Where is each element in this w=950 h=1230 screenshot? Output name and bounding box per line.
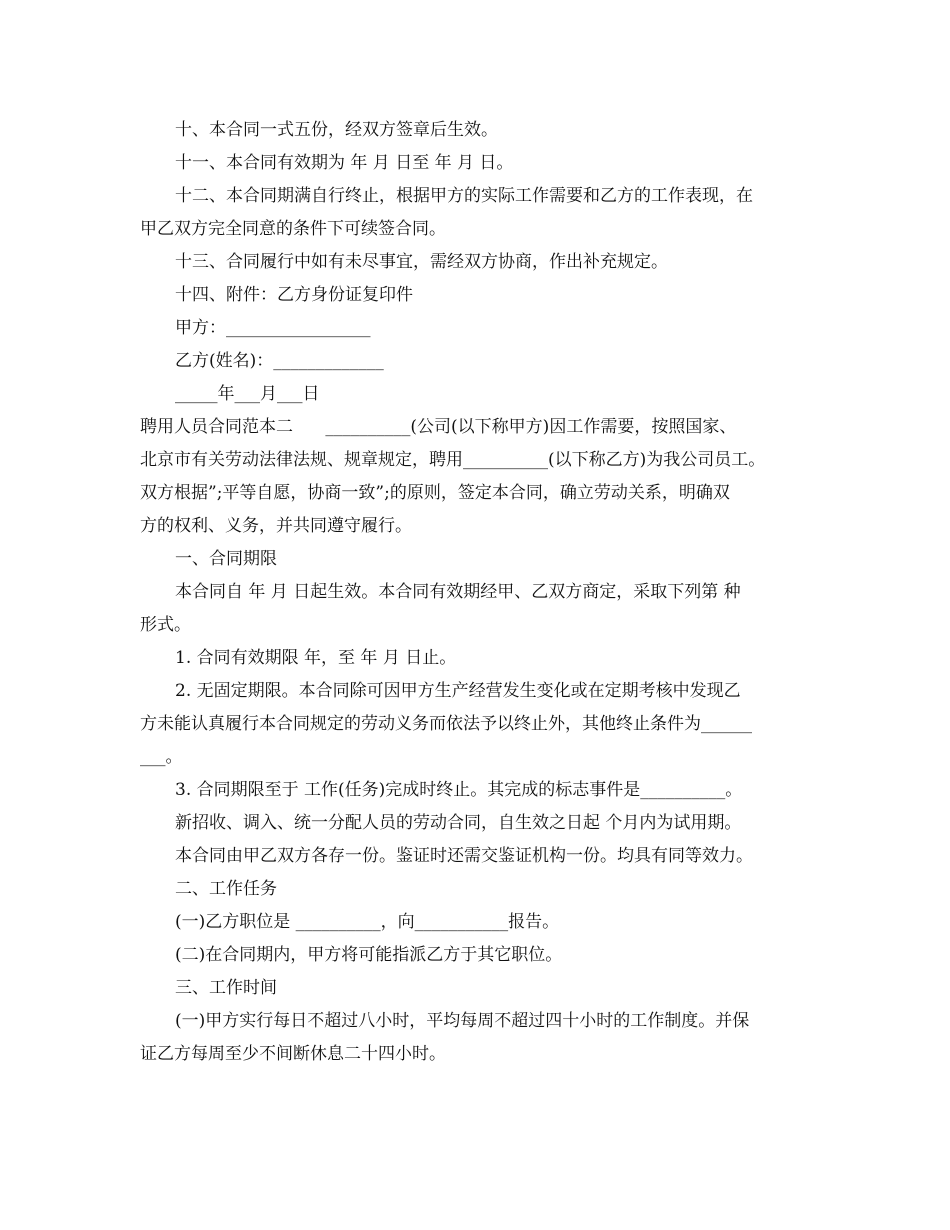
document-line: 方未能认真履行本合同规定的劳动义务而依法予以终止外，其他终止条件为______ [140,714,752,734]
document-line: 3. 合同期限至于 工作(任务)完成时终止。其完成的标志事件是__________。 [175,780,743,800]
document-line: 十三、合同履行中如有未尽事宜，需经双方协商，作出补充规定。 [175,252,668,272]
document-line: 北京市有关劳动法律法规、规章规定，聘用__________(以下称乙方)为我公司员工。 [140,450,766,470]
document-line: 方的权利、义务，并共同遵守履行。 [140,516,412,536]
document-line: 三、工作时间 [175,978,277,998]
document-line: 十二、本合同期满自行终止，根据甲方的实际工作需要和乙方的工作表现，在 [175,186,753,206]
document-line: 2. 无固定期限。本合同除可因甲方生产经营发生变化或在定期考核中发现乙 [175,681,741,701]
document-line: (一)乙方职位是 __________，向___________报告。 [175,912,560,932]
document-line: 本合同由甲乙双方各存一份。鉴证时还需交鉴证机构一份。均具有同等效力。 [175,846,753,866]
document-line: 形式。 [140,615,191,635]
document-line: 1. 合同有效期限 年，至 年 月 日止。 [175,648,457,668]
document-line: 十一、本合同有效期为 年 月 日至 年 月 日。 [175,153,514,173]
document-line: 二、工作任务 [175,879,277,899]
document-line: 甲乙双方完全同意的条件下可续签合同。 [140,219,446,239]
document-body [140,114,812,1071]
document-line: (一)甲方实行每日不超过八小时，平均每周不超过四十小时的工作制度。并保 [175,1011,750,1031]
document-line: 乙方(姓名)：_____________ [175,351,384,371]
document-line: 本合同自 年 月 日起生效。本合同有效期经甲、乙双方商定，采取下列第 种 [175,582,741,602]
document-line: (二)在合同期内，甲方将可能指派乙方于其它职位。 [175,945,563,965]
document-line: 双方根据”;平等自愿，协商一致”;的原则，签定本合同，确立劳动关系，明确双 [140,483,730,503]
document-line: 十四、附件：乙方身份证复印件 [175,285,413,305]
document-line: ___。 [140,747,183,767]
document-line: _____年___月___日 [175,384,320,404]
document-line: 十、本合同一式五份，经双方签章后生效。 [175,120,498,140]
document-line: 聘用人员合同范本二 __________(公司(以下称甲方)因工作需要，按照国家、 [140,417,737,437]
document-line: 甲方：_________________ [175,318,371,338]
document-line: 证乙方每周至少不间断休息二十四小时。 [140,1044,446,1064]
document-line: 一、合同期限 [175,549,277,569]
document-line: 新招收、调入、统一分配人员的劳动合同，自生效之日起 个月内为试用期。 [175,813,742,833]
